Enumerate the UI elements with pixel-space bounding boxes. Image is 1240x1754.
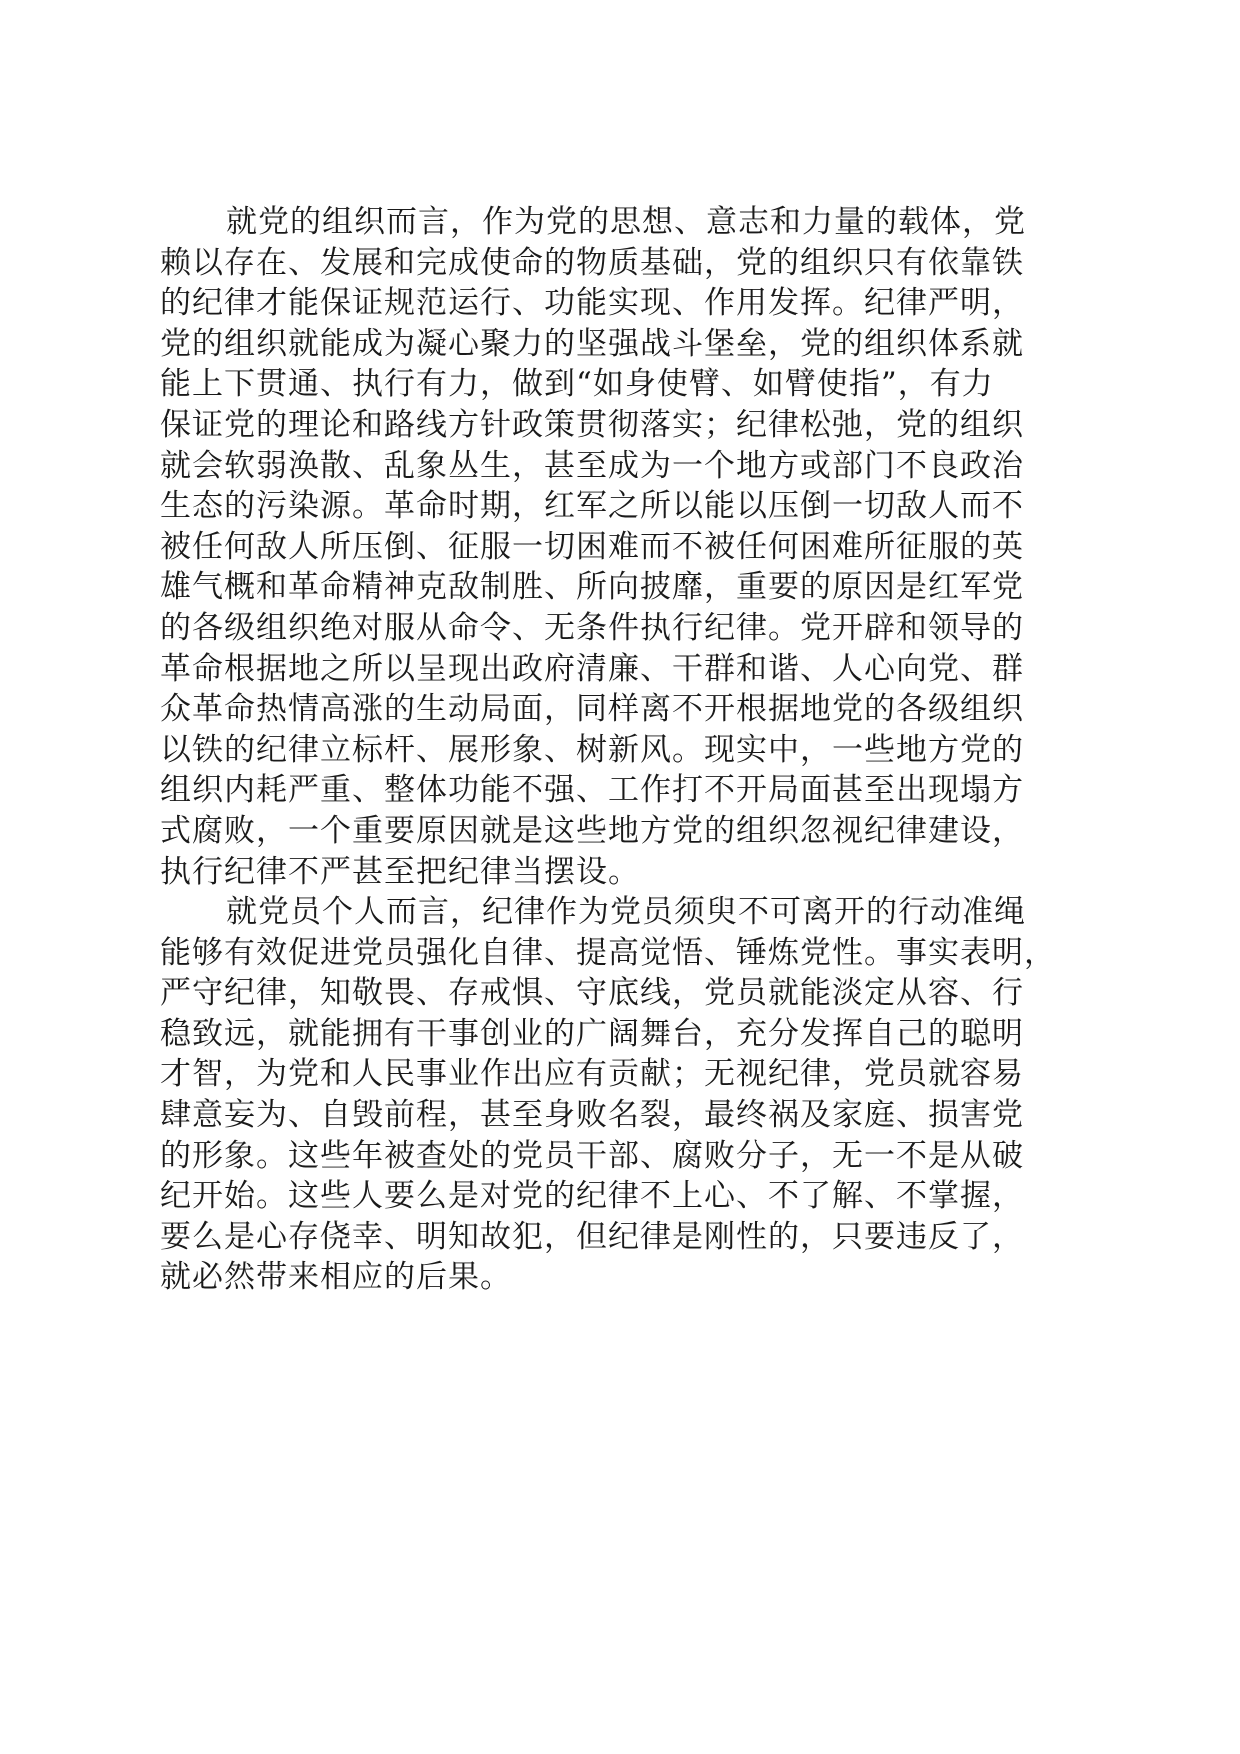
paragraph-2-line-8: 纪开始。这些人要么是对党的纪律不上心、不了解、不掌握， xyxy=(160,1178,1024,1215)
paragraph-2-line-10: 就必然带来相应的后果。 xyxy=(160,1259,512,1296)
paragraph-2-line-7: 的形象。这些年被查处的党员干部、腐败分子，无一不是从破 xyxy=(160,1137,1024,1174)
paragraph-1-line-8: 生态的污染源。革命时期，红军之所以能以压倒一切敌人而不 xyxy=(160,488,1024,525)
paragraph-2-line-6: 肆意妄为、自毁前程，甚至身败名裂，最终祸及家庭、损害党 xyxy=(160,1097,1024,1134)
paragraph-1-line-7: 就会软弱涣散、乱象丛生，甚至成为一个地方或部门不良政治 xyxy=(160,447,1024,484)
paragraph-2-line-9: 要么是心存侥幸、明知故犯，但纪律是刚性的，只要违反了， xyxy=(160,1218,1024,1255)
paragraph-1-line-6: 保证党的理论和路线方针政策贯彻落实；纪律松弛，党的组织 xyxy=(160,406,1024,443)
paragraph-1-line-2: 赖以存在、发展和完成使命的物质基础，党的组织只有依靠铁 xyxy=(160,244,1024,281)
paragraph-1-line-9: 被任何敌人所压倒、征服一切困难而不被任何困难所征服的英 xyxy=(160,528,1024,565)
paragraph-1-line-3: 的纪律才能保证规范运行、功能实现、作用发挥。纪律严明， xyxy=(160,285,1024,322)
paragraph-1-line-10: 雄气概和革命精神克敌制胜、所向披靡，重要的原因是红军党 xyxy=(160,569,1024,606)
paragraph-1-line-1: 就党的组织而言，作为党的思想、意志和力量的载体，党 xyxy=(226,204,1026,240)
paragraph-1-line-11: 的各级组织绝对服从命令、无条件执行纪律。党开辟和领导的 xyxy=(160,609,1024,646)
paragraph-2-line-1: 就党员个人而言，纪律作为党员须臾不可离开的行动准绳 xyxy=(226,894,1026,931)
paragraph-2-line-4: 稳致远，就能拥有干事创业的广阔舞台，充分发挥自己的聪明 xyxy=(160,1015,1024,1052)
paragraph-1-line-5: 能上下贯通、执行有力，做到“如身使臂、如臂使指”，有力 xyxy=(160,366,994,403)
paragraph-1-line-12: 革命根据地之所以呈现出政府清廉、干群和谐、人心向党、群 xyxy=(160,650,1024,687)
paragraph-1-line-13: 众革命热情高涨的生动局面，同样离不开根据地党的各级组织 xyxy=(160,691,1024,728)
paragraph-2-line-3: 严守纪律，知敬畏、存戒惧、守底线，党员就能淡定从容、行 xyxy=(160,975,1024,1012)
paragraph-1-line-14: 以铁的纪律立标杆、展形象、树新风。现实中，一些地方党的 xyxy=(160,731,1024,768)
paragraph-2-line-5: 才智，为党和人民事业作出应有贡献；无视纪律，党员就容易 xyxy=(160,1056,1024,1093)
paragraph-1-line-16: 式腐败，一个重要原因就是这些地方党的组织忽视纪律建设， xyxy=(160,812,1024,849)
paragraph-1-line-15: 组织内耗严重、整体功能不强、工作打不开局面甚至出现塌方 xyxy=(160,772,1024,809)
paragraph-1-line-4: 党的组织就能成为凝心聚力的坚强战斗堡垒，党的组织体系就 xyxy=(160,325,1024,362)
body-text xyxy=(160,202,1100,1298)
paragraph-1-line-17: 执行纪律不严甚至把纪律当摆设。 xyxy=(160,853,640,890)
paragraph-2-line-2: 能够有效促进党员强化自律、提高觉悟、锤炼党性。事实表明， xyxy=(160,934,1056,971)
